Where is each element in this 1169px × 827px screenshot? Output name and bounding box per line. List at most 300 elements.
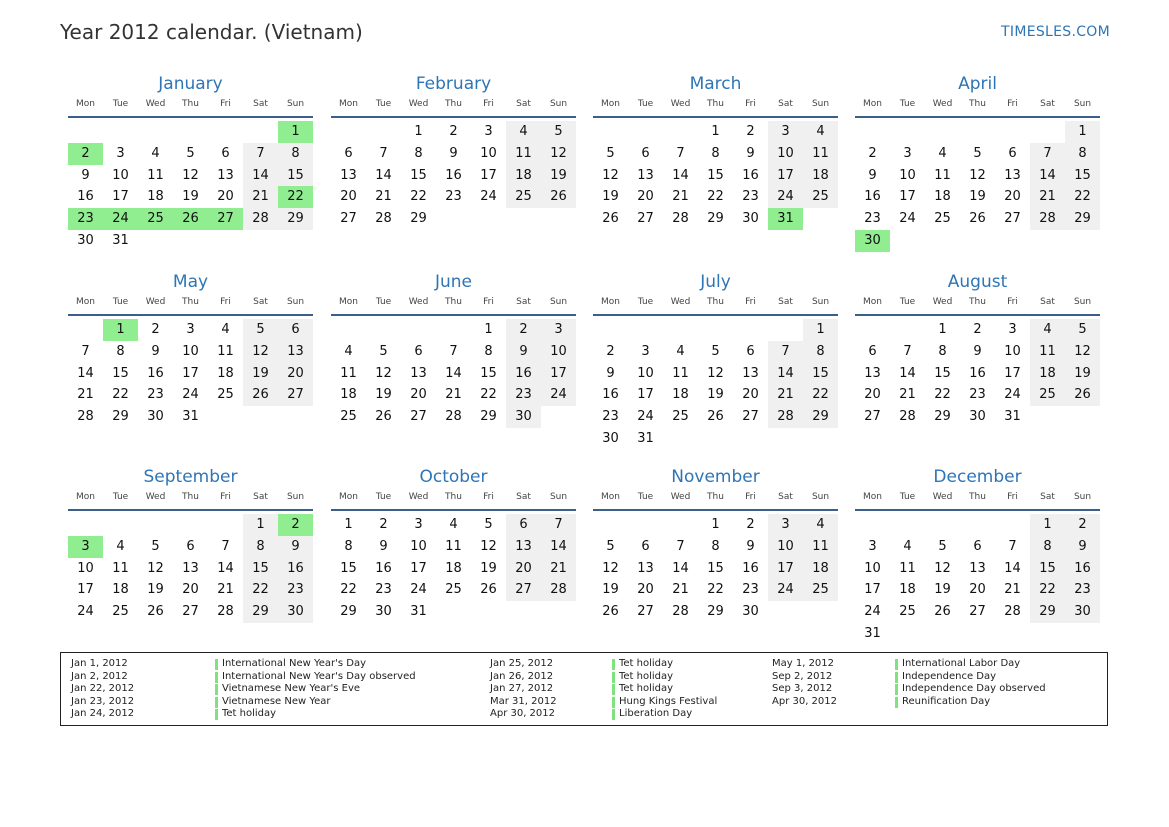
- day-cell: 13: [637, 167, 654, 183]
- day-cell: 27: [637, 211, 654, 227]
- empty-cell: [173, 121, 208, 143]
- holiday-date: Jan 23, 2012: [71, 695, 135, 707]
- holiday-date: May 1, 2012: [772, 658, 835, 669]
- day-cell: 25: [803, 186, 838, 208]
- day-cell: 26: [375, 409, 392, 425]
- day-cell: 18: [899, 582, 916, 598]
- weekday-label: Mon: [863, 492, 882, 502]
- day-cell: 21: [672, 189, 689, 205]
- holiday-date: Sep 3, 2012: [772, 683, 833, 695]
- empty-cell: [628, 121, 663, 143]
- day-cell: 10: [182, 343, 199, 359]
- weekday-label: Mon: [863, 99, 882, 109]
- weekday-label: Tue: [899, 297, 916, 307]
- day-cell: 19: [541, 165, 576, 187]
- day-cell: 12: [243, 341, 278, 363]
- day-cell: 11: [217, 343, 234, 359]
- day-cell: 8: [711, 538, 720, 554]
- day-cell: 7: [243, 143, 278, 165]
- weekday-label: Fri: [745, 99, 756, 109]
- day-cell: 9: [81, 167, 90, 183]
- day-cell: 31: [410, 604, 427, 620]
- weekday-label: Sun: [286, 99, 305, 109]
- day-cell: 28: [243, 208, 278, 230]
- day-cell: 22: [340, 582, 357, 598]
- day-cell: 9: [606, 365, 615, 381]
- holiday-name: Independence Day: [902, 670, 997, 682]
- empty-cell: [68, 319, 103, 341]
- day-cell: 23: [969, 387, 986, 403]
- day-cell: 15: [112, 365, 129, 381]
- day-cell: 5: [938, 538, 947, 554]
- day-cell: 7: [541, 514, 576, 536]
- day-cell: 7: [221, 538, 230, 554]
- day-cell: 30: [602, 430, 619, 446]
- holiday-entry: [772, 696, 1132, 709]
- month-name: June: [434, 272, 473, 292]
- empty-cell: [331, 319, 366, 341]
- weekday-label: Wed: [670, 99, 691, 109]
- day-cell: 27: [864, 409, 881, 425]
- day-cell: 12: [969, 167, 986, 183]
- day-cell: 22: [1030, 579, 1065, 601]
- day-cell: 4: [938, 145, 947, 161]
- day-cell: 27: [742, 409, 759, 425]
- weekday-header: [855, 297, 1100, 316]
- day-cell: 24: [182, 387, 199, 403]
- weekday-label: Mon: [76, 492, 95, 502]
- empty-cell: [68, 121, 103, 143]
- empty-cell: [698, 319, 733, 341]
- day-cell: 4: [676, 343, 685, 359]
- holiday-day-cell: 25: [138, 208, 173, 230]
- day-cell: 14: [217, 560, 234, 576]
- day-cell: 9: [868, 167, 877, 183]
- holiday-marker: [895, 697, 898, 708]
- day-cell: 16: [742, 560, 759, 576]
- day-cell: 1: [803, 319, 838, 341]
- weekday-label: Mon: [76, 99, 95, 109]
- weekday-label: Sun: [549, 99, 568, 109]
- day-cell: 2: [449, 124, 458, 139]
- weekday-header: [593, 99, 838, 118]
- day-cell: 3: [116, 145, 125, 161]
- month-name: January: [158, 74, 223, 94]
- day-cell: 23: [602, 409, 619, 425]
- day-cell: 5: [606, 145, 615, 161]
- weekday-label: Tue: [899, 99, 916, 109]
- day-cell: 23: [1065, 579, 1100, 601]
- day-cell: 2: [746, 517, 755, 532]
- holiday-date: Mar 31, 2012: [490, 695, 557, 707]
- day-cell: 25: [506, 186, 541, 208]
- weekday-label: Fri: [483, 492, 494, 502]
- day-cell: 16: [969, 365, 986, 381]
- holiday-date: Jan 22, 2012: [71, 683, 135, 695]
- day-cell: 11: [803, 143, 838, 165]
- day-cell: 5: [379, 343, 388, 359]
- weekday-label: Sun: [549, 492, 568, 502]
- day-cell: 20: [217, 189, 234, 205]
- day-cell: 17: [864, 582, 881, 598]
- day-cell: 13: [864, 365, 881, 381]
- holiday-name: Tet holiday: [619, 683, 674, 695]
- day-cell: 5: [484, 517, 493, 532]
- day-cell: 30: [742, 604, 759, 620]
- empty-cell: [768, 319, 803, 341]
- day-cell: 10: [1004, 343, 1021, 359]
- day-cell: 22: [1065, 186, 1100, 208]
- weekday-label: Wed: [670, 492, 691, 502]
- day-cell: 8: [1065, 143, 1100, 165]
- day-cell: 3: [768, 514, 803, 536]
- weekday-label: Fri: [1007, 99, 1018, 109]
- day-cell: 28: [375, 211, 392, 227]
- weekday-label: Sat: [516, 297, 531, 307]
- day-cell: 25: [803, 579, 838, 601]
- day-cell: 14: [672, 167, 689, 183]
- day-cell: 10: [77, 560, 94, 576]
- holiday-marker: [612, 672, 615, 683]
- day-cell: 15: [278, 165, 313, 187]
- day-cell: 4: [903, 538, 912, 554]
- day-cell: 29: [707, 604, 724, 620]
- empty-cell: [173, 514, 208, 536]
- empty-cell: [855, 121, 890, 143]
- holiday-day-cell: 2: [278, 514, 313, 536]
- day-cell: 28: [672, 211, 689, 227]
- empty-cell: [663, 319, 698, 341]
- day-cell: 22: [243, 579, 278, 601]
- holiday-day-cell: 1: [103, 319, 138, 341]
- weekday-label: Wed: [145, 492, 166, 502]
- day-cell: 19: [969, 189, 986, 205]
- day-cell: 21: [445, 387, 462, 403]
- day-cell: 22: [410, 189, 427, 205]
- day-cell: 21: [672, 582, 689, 598]
- day-cell: 21: [541, 558, 576, 580]
- day-cell: 5: [973, 145, 982, 161]
- weekday-label: Tue: [637, 99, 654, 109]
- month-name: February: [415, 74, 492, 94]
- day-cell: 27: [182, 604, 199, 620]
- day-cell: 6: [414, 343, 423, 359]
- day-cell: 11: [672, 365, 689, 381]
- day-cell: 23: [742, 189, 759, 205]
- day-cell: 20: [864, 387, 881, 403]
- empty-cell: [68, 514, 103, 536]
- day-cell: 10: [768, 143, 803, 165]
- day-cell: 28: [899, 409, 916, 425]
- day-cell: 29: [1030, 601, 1065, 623]
- month-march: [593, 73, 838, 230]
- day-cell: 15: [803, 363, 838, 385]
- empty-cell: [401, 319, 436, 341]
- day-cell: 25: [112, 604, 129, 620]
- day-cell: 2: [973, 322, 982, 337]
- month-name: September: [143, 467, 238, 487]
- month-name: December: [933, 467, 1022, 487]
- day-cell: 3: [186, 322, 195, 337]
- day-cell: 18: [217, 365, 234, 381]
- weekday-label: Wed: [408, 492, 429, 502]
- weekday-label: Sat: [778, 492, 793, 502]
- day-cell: 1: [243, 514, 278, 536]
- day-cell: 18: [340, 387, 357, 403]
- day-cell: 27: [1004, 211, 1021, 227]
- holiday-marker: [215, 659, 218, 670]
- day-cell: 20: [742, 387, 759, 403]
- day-cell: 24: [899, 211, 916, 227]
- day-cell: 21: [375, 189, 392, 205]
- day-cell: 31: [864, 625, 881, 641]
- day-cell: 13: [742, 365, 759, 381]
- weekday-label: Wed: [932, 492, 953, 502]
- day-cell: 31: [112, 232, 129, 248]
- empty-cell: [593, 121, 628, 143]
- day-cell: 24: [1004, 387, 1021, 403]
- day-cell: 6: [973, 538, 982, 554]
- day-cell: 6: [278, 319, 313, 341]
- day-cell: 10: [899, 167, 916, 183]
- day-cell: 17: [768, 558, 803, 580]
- empty-cell: [960, 514, 995, 536]
- day-cell: 18: [803, 558, 838, 580]
- day-cell: 20: [182, 582, 199, 598]
- day-cell: 11: [147, 167, 164, 183]
- holiday-date: Jan 1, 2012: [71, 658, 128, 669]
- day-cell: 25: [445, 582, 462, 598]
- weekday-label: Fri: [1007, 492, 1018, 502]
- month-april: [855, 73, 1100, 252]
- weekday-label: Tue: [112, 492, 129, 502]
- day-cell: 23: [864, 211, 881, 227]
- holiday-entry: [71, 671, 431, 684]
- day-cell: 5: [186, 145, 195, 161]
- day-cell: 24: [768, 186, 803, 208]
- day-cell: 15: [1030, 558, 1065, 580]
- day-cell: 10: [410, 538, 427, 554]
- day-cell: 1: [938, 322, 947, 337]
- holiday-day-cell: 22: [278, 186, 313, 208]
- day-cell: 8: [278, 143, 313, 165]
- day-cell: 2: [868, 145, 877, 161]
- holiday-name: Reunification Day: [902, 695, 991, 707]
- day-cell: 23: [506, 384, 541, 406]
- day-cell: 19: [243, 363, 278, 385]
- day-cell: 31: [182, 409, 199, 425]
- weekday-label: Thu: [182, 297, 199, 307]
- day-cell: 12: [375, 365, 392, 381]
- day-cell: 5: [151, 538, 160, 554]
- day-cell: 8: [243, 536, 278, 558]
- empty-cell: [1030, 121, 1065, 143]
- holiday-marker: [612, 659, 615, 670]
- holiday-marker: [215, 709, 218, 720]
- weekday-label: Mon: [76, 297, 95, 307]
- day-cell: 24: [541, 384, 576, 406]
- month-november: [593, 466, 838, 623]
- day-cell: 7: [379, 145, 388, 161]
- day-cell: 26: [934, 604, 951, 620]
- day-cell: 12: [707, 365, 724, 381]
- weekday-label: Thu: [969, 297, 986, 307]
- day-cell: 30: [742, 211, 759, 227]
- month-name: August: [947, 272, 1008, 292]
- day-cell: 22: [112, 387, 129, 403]
- day-cell: 23: [147, 387, 164, 403]
- day-cell: 7: [449, 343, 458, 359]
- month-september: [68, 466, 313, 623]
- weekday-header: [855, 492, 1100, 511]
- weekday-label: Tue: [375, 492, 392, 502]
- day-cell: 15: [934, 365, 951, 381]
- day-cell: 5: [711, 343, 720, 359]
- weekday-label: Sun: [286, 297, 305, 307]
- holiday-date: Jan 25, 2012: [490, 658, 554, 669]
- day-cell: 7: [768, 341, 803, 363]
- weekday-label: Thu: [182, 492, 199, 502]
- holiday-entry: [772, 683, 1132, 696]
- day-cell: 10: [541, 341, 576, 363]
- day-cell: 21: [768, 384, 803, 406]
- holiday-legend: [60, 652, 1108, 726]
- day-grid: [68, 319, 313, 428]
- day-cell: 23: [278, 579, 313, 601]
- day-cell: 3: [1008, 322, 1017, 337]
- day-cell: 19: [1065, 363, 1100, 385]
- day-cell: 9: [1065, 536, 1100, 558]
- day-cell: 1: [484, 322, 493, 337]
- day-cell: 13: [278, 341, 313, 363]
- month-name: October: [419, 467, 488, 487]
- day-cell: 15: [707, 167, 724, 183]
- day-cell: 24: [637, 409, 654, 425]
- day-cell: 30: [77, 232, 94, 248]
- day-cell: 26: [480, 582, 497, 598]
- weekday-header: [68, 99, 313, 118]
- day-cell: 7: [676, 145, 685, 161]
- day-cell: 22: [480, 387, 497, 403]
- day-cell: 10: [768, 536, 803, 558]
- holiday-entry: [71, 696, 431, 709]
- holiday-day-cell: 27: [208, 208, 243, 230]
- day-grid: [331, 121, 576, 230]
- day-cell: 19: [602, 189, 619, 205]
- day-cell: 15: [243, 558, 278, 580]
- holiday-date: Sep 2, 2012: [772, 670, 833, 682]
- weekday-label: Sun: [811, 297, 830, 307]
- weekday-label: Thu: [445, 492, 462, 502]
- holiday-name: International New Year's Day observed: [222, 670, 416, 682]
- day-cell: 14: [541, 536, 576, 558]
- day-cell: 27: [340, 211, 357, 227]
- weekday-label: Sat: [253, 297, 268, 307]
- brand-link[interactable]: TIMESLES.COM: [1001, 24, 1110, 40]
- weekday-label: Fri: [745, 492, 756, 502]
- weekday-label: Mon: [601, 492, 620, 502]
- day-cell: 26: [147, 604, 164, 620]
- weekday-label: Fri: [1007, 297, 1018, 307]
- day-cell: 28: [541, 579, 576, 601]
- weekday-header: [593, 297, 838, 316]
- day-cell: 26: [602, 604, 619, 620]
- weekday-header: [331, 99, 576, 118]
- day-cell: 28: [768, 406, 803, 428]
- weekday-label: Mon: [863, 297, 882, 307]
- day-cell: 4: [221, 322, 230, 337]
- day-cell: 29: [480, 409, 497, 425]
- day-cell: 10: [112, 167, 129, 183]
- empty-cell: [628, 319, 663, 341]
- empty-cell: [103, 121, 138, 143]
- day-cell: 24: [864, 604, 881, 620]
- day-cell: 21: [77, 387, 94, 403]
- empty-cell: [103, 514, 138, 536]
- day-cell: 28: [77, 409, 94, 425]
- day-cell: 4: [506, 121, 541, 143]
- day-cell: 9: [151, 343, 160, 359]
- weekday-label: Tue: [637, 297, 654, 307]
- day-cell: 2: [506, 319, 541, 341]
- holiday-name: International New Year's Day: [222, 658, 367, 669]
- empty-cell: [925, 121, 960, 143]
- day-cell: 4: [344, 343, 353, 359]
- weekday-label: Mon: [339, 297, 358, 307]
- day-cell: 13: [637, 560, 654, 576]
- holiday-marker: [215, 684, 218, 695]
- day-cell: 19: [602, 582, 619, 598]
- day-cell: 3: [541, 319, 576, 341]
- weekday-label: Sat: [516, 492, 531, 502]
- day-cell: 20: [410, 387, 427, 403]
- holiday-date: Jan 24, 2012: [71, 708, 135, 720]
- day-cell: 6: [221, 145, 230, 161]
- day-cell: 15: [1065, 165, 1100, 187]
- day-cell: 26: [602, 211, 619, 227]
- holiday-day-cell: 2: [68, 143, 103, 165]
- day-cell: 26: [1065, 384, 1100, 406]
- day-cell: 1: [1030, 514, 1065, 536]
- empty-cell: [628, 514, 663, 536]
- day-cell: 17: [77, 582, 94, 598]
- empty-cell: [243, 121, 278, 143]
- day-cell: 15: [340, 560, 357, 576]
- day-cell: 3: [903, 145, 912, 161]
- day-cell: 29: [410, 211, 427, 227]
- empty-cell: [995, 121, 1030, 143]
- day-cell: 17: [1004, 365, 1021, 381]
- day-cell: 17: [541, 363, 576, 385]
- day-cell: 14: [445, 365, 462, 381]
- day-cell: 8: [116, 343, 125, 359]
- day-cell: 30: [1065, 601, 1100, 623]
- empty-cell: [366, 319, 401, 341]
- weekday-header: [855, 99, 1100, 118]
- day-cell: 22: [803, 384, 838, 406]
- day-cell: 16: [742, 167, 759, 183]
- day-cell: 13: [1004, 167, 1021, 183]
- day-cell: 7: [1008, 538, 1017, 554]
- month-name: July: [700, 272, 731, 292]
- day-cell: 2: [746, 124, 755, 139]
- weekday-label: Thu: [445, 297, 462, 307]
- empty-cell: [995, 514, 1030, 536]
- day-cell: 7: [81, 343, 90, 359]
- weekday-label: Sat: [516, 99, 531, 109]
- day-cell: 16: [1065, 558, 1100, 580]
- day-cell: 11: [506, 143, 541, 165]
